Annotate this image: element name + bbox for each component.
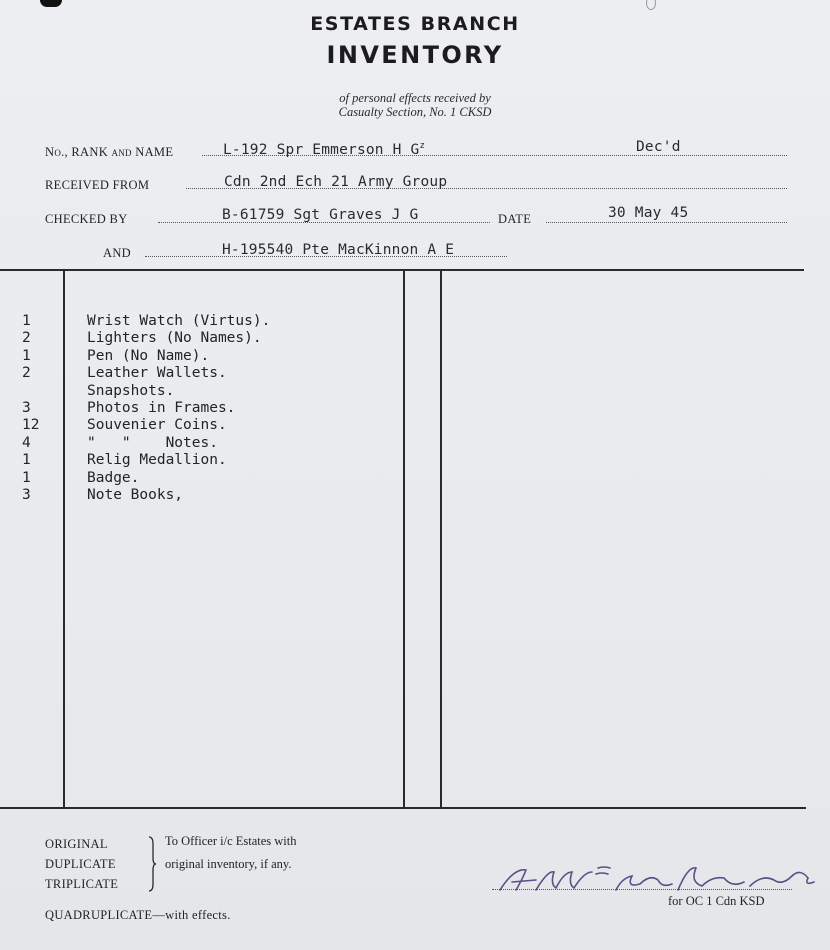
table-top-rule — [0, 269, 804, 271]
item-desc: Leather Wallets. — [87, 365, 227, 382]
quadruplicate-label: QUADRUPLICATE — [45, 908, 153, 922]
signature-caption: for OC 1 Cdn KSD — [668, 894, 765, 908]
item-qty: 3 — [22, 399, 31, 416]
column-divider-2 — [403, 270, 405, 808]
right-brace-icon — [148, 836, 157, 892]
name-superscript-mark: z — [419, 141, 426, 151]
received-from-label: RECEIVED FROM — [45, 178, 150, 192]
item-qty: 12 — [22, 417, 40, 434]
item-qty: 3 — [22, 486, 31, 503]
item-qty: 1 — [22, 313, 31, 329]
copy-note-line2: original inventory, if any. — [165, 857, 292, 871]
form-branch-heading: ESTATES BRANCH — [310, 13, 520, 35]
item-qty: 2 — [22, 330, 31, 347]
item-desc: Badge. — [87, 469, 140, 486]
date-value: 30 May 45 — [608, 205, 689, 221]
copy-note-line1: To Officer i/c Estates with — [165, 834, 297, 848]
item-desc: " " Notes. — [87, 434, 218, 451]
and-label: AND — [103, 246, 131, 260]
quadruplicate-suffix: —with effects. — [152, 908, 231, 922]
item-qty: 2 — [22, 365, 31, 382]
name-value: L-192 Spr Emmerson H $G^z$ — [223, 141, 426, 158]
item-desc: Souvenier Coins. — [87, 417, 227, 434]
item-qty: 1 — [22, 347, 31, 364]
item-desc: Wrist Watch (Virtus). — [87, 313, 271, 329]
item-desc: Snapshots. — [87, 382, 175, 399]
checked-by-value: B-61759 Sgt Graves J G — [222, 207, 419, 223]
table-bottom-rule — [0, 807, 806, 809]
triplicate-label: TRIPLICATE — [45, 877, 119, 891]
column-divider-3 — [440, 270, 442, 808]
item-desc: Pen (No Name). — [87, 347, 210, 364]
name-label: No., RANK and NAME — [45, 145, 174, 159]
corner-mark — [40, 0, 62, 7]
original-label: ORIGINAL — [45, 837, 108, 851]
date-label: DATE — [498, 212, 532, 226]
form-title: INVENTORY — [326, 41, 504, 69]
item-desc: Photos in Frames. — [87, 399, 236, 416]
signature — [492, 860, 822, 896]
form-subtitle-line1: of personal effects received by — [339, 91, 491, 105]
date-dotted-line — [546, 221, 787, 223]
duplicate-label: DUPLICATE — [45, 857, 116, 871]
form-subtitle-line2: Casualty Section, No. 1 CKSD — [338, 105, 492, 119]
received-from-value: Cdn 2nd Ech 21 Army Group — [224, 174, 448, 190]
checked-by-label: CHECKED BY — [45, 212, 128, 226]
status-value: Dec'd — [636, 139, 681, 155]
item-qty: 4 — [22, 434, 31, 451]
item-desc: Note Books, — [87, 486, 184, 503]
quadruplicate-line — [45, 908, 231, 923]
item-qty: 1 — [22, 469, 31, 486]
item-desc: Lighters (No Names). — [87, 330, 262, 347]
item-qty: 1 — [22, 452, 31, 469]
and-value: H-195540 Pte MacKinnon A E — [222, 242, 455, 258]
pencil-mark — [646, 0, 656, 10]
qty-column-divider — [63, 270, 65, 808]
item-desc: Relig Medallion. — [87, 452, 227, 469]
